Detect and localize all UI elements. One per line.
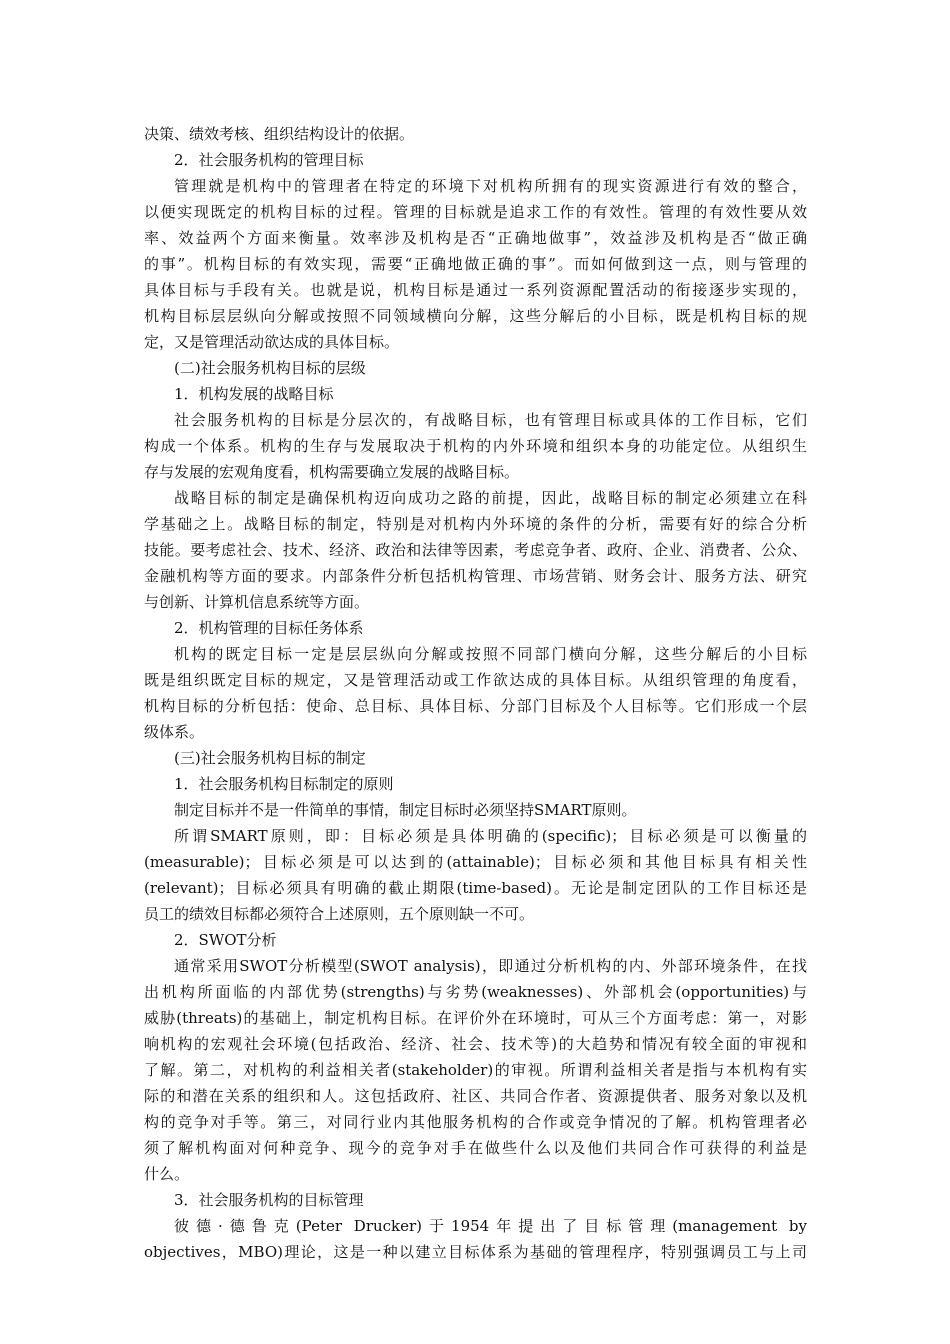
text-line: 金融机构等方面的要求。内部条件分析包括机构管理、市场营销、财务会计、服务方法、研究 bbox=[144, 567, 807, 585]
text-line: 存与发展的宏观角度看，机构需要确立发展的战略目标。 bbox=[144, 463, 520, 481]
section-heading: 2．社会服务机构的管理目标 bbox=[174, 151, 364, 169]
section-heading: 3．社会服务机构的目标管理 bbox=[174, 1191, 364, 1209]
text-line: 社会服务机构的目标是分层次的，有战略目标，也有管理目标或具体的工作目标，它们 bbox=[174, 411, 807, 429]
text-line: 机构目标层层纵向分解或按照不同领域横向分解，这些分解后的小目标，既是机构目标的规 bbox=[144, 307, 807, 325]
text-line: 了解。第二，对机构的利益相关者(stakeholder)的审视。所谓利益相关者是指与本机构有实 bbox=[144, 1061, 807, 1079]
text-line: 须了解机构面对何种竞争、现今的竞争对手在做些什么以及他们共同合作可获得的利益是 bbox=[144, 1139, 807, 1157]
text-line: 通常采用SWOT分析模型(SWOT analysis)，即通过分析机构的内、外部环境条件，在找 bbox=[174, 957, 807, 975]
section-heading: 2．SWOT分析 bbox=[174, 931, 277, 949]
text-line: 制定目标并不是一件简单的事情，制定目标时必须坚持SMART原则。 bbox=[174, 801, 637, 819]
text-line: 什么。 bbox=[144, 1165, 190, 1183]
section-heading: (三)社会服务机构目标的制定 bbox=[174, 749, 366, 767]
text-line: 所谓SMART原则，即：目标必须是具体明确的(specific)；目标必须是可以衡量的 bbox=[174, 827, 807, 845]
section-heading: (二)社会服务机构目标的层级 bbox=[174, 359, 366, 377]
text-line: (measurable)；目标必须是可以达到的(attainable)；目标必须和其他目标具有相关性 bbox=[144, 853, 807, 871]
text-line: 构成一个体系。机构的生存与发展取决于机构的内外环境和组织本身的功能定位。从组织生 bbox=[144, 437, 807, 455]
text-line: 战略目标的制定是确保机构迈向成功之路的前提，因此，战略目标的制定必须建立在科 bbox=[174, 489, 807, 507]
text-line: 与创新、计算机信息系统等方面。 bbox=[144, 593, 370, 611]
text-line: 响机构的宏观社会环境(包括政治、经济、社会、技术等)的大趋势和情况有较全面的审视和 bbox=[144, 1035, 807, 1053]
text-line: 具体目标与手段有关。也就是说，机构目标是通过一系列资源配置活动的衔接逐步实现的， bbox=[144, 281, 807, 299]
text-line: 决策、绩效考核、组织结构设计的依据。 bbox=[144, 125, 415, 143]
text-line: 彼德·德鲁克(Peter Drucker)于1954年提出了目标管理(management by bbox=[174, 1217, 807, 1235]
text-line: 机构的既定目标一定是层层纵向分解或按照不同部门横向分解，这些分解后的小目标 bbox=[174, 645, 807, 663]
text-line: 级体系。 bbox=[144, 723, 205, 741]
section-heading: 1．机构发展的战略目标 bbox=[174, 385, 334, 403]
text-line: 学基础之上。战略目标的制定，特别是对机构内外环境的条件的分析，需要有好的综合分析 bbox=[144, 515, 807, 533]
text-line: objectives，MBO)理论，这是一种以建立目标体系为基础的管理程序，特别强调员工与上司 bbox=[144, 1243, 807, 1261]
text-line: 技能。要考虑社会、技术、经济、政治和法律等因素，考虑竞争者、政府、企业、消费者、公众、 bbox=[144, 541, 807, 559]
text-line: 威胁(threats)的基础上，制定机构目标。在评价外在环境时，可从三个方面考虑：第一，对影 bbox=[144, 1009, 807, 1027]
text-line: 员工的绩效目标都必须符合上述原则，五个原则缺一不可。 bbox=[144, 905, 535, 923]
text-line: 构的竞争对手等。第三，对同行业内其他服务机构的合作或竞争情况的了解。机构管理者必 bbox=[144, 1113, 807, 1131]
text-line: 定，又是管理活动欲达成的具体目标。 bbox=[144, 333, 400, 351]
text-line: 以便实现既定的机构目标的过程。管理的目标就是追求工作的有效性。管理的有效性要从效 bbox=[144, 203, 807, 221]
section-heading: 2．机构管理的目标任务体系 bbox=[174, 619, 364, 637]
text-line: 既是组织既定目标的规定，又是管理活动或工作欲达成的具体目标。从组织管理的角度看， bbox=[144, 671, 807, 689]
text-line: 率、效益两个方面来衡量。效率涉及机构是否“正确地做事”，效益涉及机构是否“做正确 bbox=[144, 229, 807, 247]
text-line: (relevant)；目标必须具有明确的截止期限(time-based)。无论是制定团队的工作目标还是 bbox=[144, 879, 807, 897]
text-line: 管理就是机构中的管理者在特定的环境下对机构所拥有的现实资源进行有效的整合， bbox=[174, 177, 807, 195]
section-heading: 1．社会服务机构目标制定的原则 bbox=[174, 775, 394, 793]
text-line: 出机构所面临的内部优势(strengths)与劣势(weaknesses)、外部机会(opportunities)与 bbox=[144, 983, 807, 1001]
text-line: 机构目标的分析包括：使命、总目标、具体目标、分部门目标及个人目标等。它们形成一个层 bbox=[144, 697, 807, 715]
text-line: 际的和潜在关系的组织和人。这包括政府、社区、共同合作者、资源提供者、服务对象以及机 bbox=[144, 1087, 807, 1105]
text-line: 的事”。机构目标的有效实现，需要“正确地做正确的事”。而如何做到这一点，则与管理的 bbox=[144, 255, 807, 273]
